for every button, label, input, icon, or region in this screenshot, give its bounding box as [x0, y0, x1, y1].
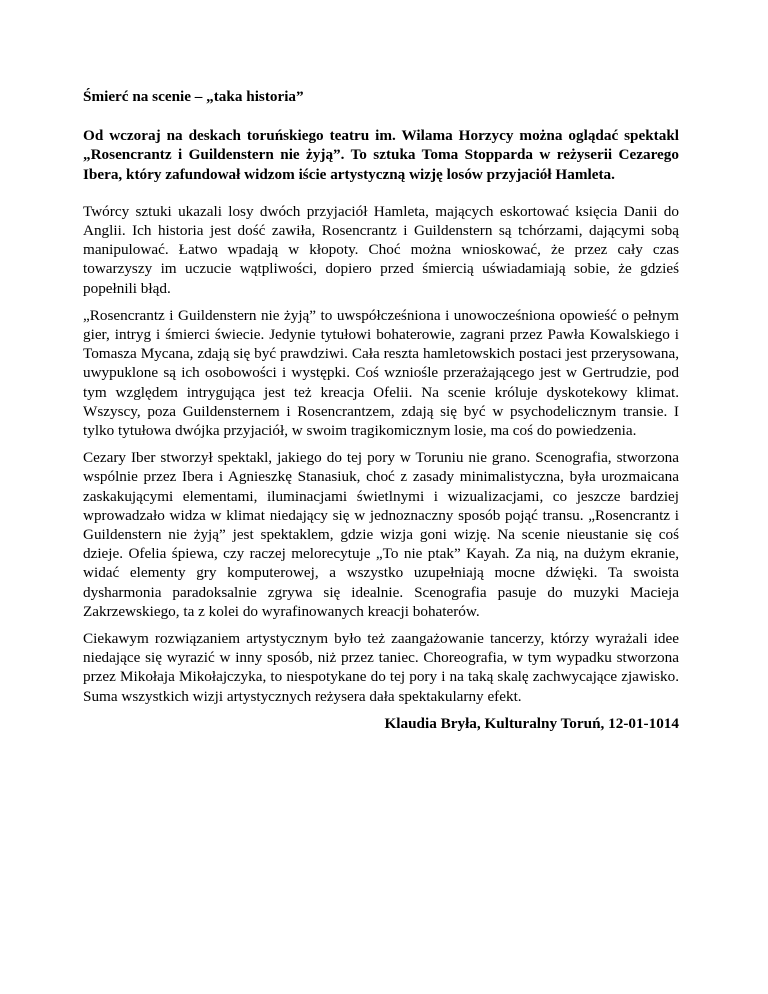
article-title: Śmierć na scenie – „taka historia”	[83, 88, 304, 105]
article-paragraph-4: Ciekawym rozwiązaniem artystycznym było też zaangażowanie tancerzy, którzy wyrażali idee niedające się wyrazić w inny sposób, niż przez taniec. Choreografia, w tym wypadku stworzona przez Mikołaja Mikołajczyka, to niespotykane do tej pory i na taką skalę zachwycające zjawisko. Suma wszystkich wizji artystycznych reżysera dała spektakularny efekt.	[83, 630, 679, 705]
article-lead: Od wczoraj na deskach toruńskiego teatru im. Wilama Horzycy można oglądać spektakl „Rosencrantz i Guildenstern nie żyją”. To sztuka Toma Stopparda w reżyserii Cezarego Ibera, który zafundował widzom iście artystyczną wizję losów przyjaciół Hamleta.	[83, 127, 679, 183]
document-page	[83, 87, 679, 733]
article-paragraph-3: Cezary Iber stworzył spektakl, jakiego do tej pory w Toruniu nie grano. Scenografia, stworzona wspólnie przez Ibera i Agnieszkę Stanasiuk, choć z zasady minimalistyczna, była urozmaicana zaskakującymi elementami, iluminacjami świetlnymi i wizualizacjami, co jeszcze bardziej wprowadzało widza w klimat niedający się w jednoznaczny sposób pojąć transu. „Rosencrantz i Guildenstern nie żyją” jest spektaklem, gdzie wizja goni wizję. Na scenie nieustanie się coś dzieje. Ofelia śpiewa, czy raczej melorecytuje „To nie ptak” Kayah. Za nią, na dużym ekranie, widać elementy gry komputerowej, a wszystko uzupełniają mocne dźwięki. Ta swoista dysharmonia paradoksalnie zgrywa się idealnie. Scenografia pasuje do muzyki Macieja Zakrzewskiego, ta z kolei do wyrafinowanych kreacji bohaterów.	[83, 449, 679, 620]
article-signature: Klaudia Bryła, Kulturalny Toruń, 12-01-1014	[384, 714, 679, 732]
article-paragraph-1: Twórcy sztuki ukazali losy dwóch przyjaciół Hamleta, mających eskortować księcia Danii do Anglii. Ich historia jest dość zawiła, Rosencrantz i Guildenstern są tchórzami, dającymi sobą manipulować. Łatwo wpadają w kłopoty. Choć można wnioskować, że przez cały czas towarzyszy im uczucie wątpliwości, dopiero przed śmiercią uświadamiają sobie, że gdzieś popełnili błąd.	[83, 202, 679, 297]
article-paragraph-2: „Rosencrantz i Guildenstern nie żyją” to uwspółcześniona i unowocześniona opowieść o pełnym gier, intryg i śmierci świecie. Jedynie tytułowi bohaterowie, zagrani przez Pawła Kowalskiego i Tomasza Mycana, zdają się być prawdziwi. Cała reszta hamletowskich postaci jest przerysowana, uwypuklone są ich osobowości i występki. Coś wzniośle przerażającego jest w Gertrudzie, pod tym względem intrygująca jest też kreacja Ofelii. Na scenie króluje dyskotekowy klimat. Wszyscy, poza Guildensternem i Rosencrantzem, zdają się być w psychodelicznym transie. I tylko tytułowa dwójka przyjaciół, w swoim tragikomicznym losie, ma coś do powiedzenia.	[83, 306, 679, 440]
